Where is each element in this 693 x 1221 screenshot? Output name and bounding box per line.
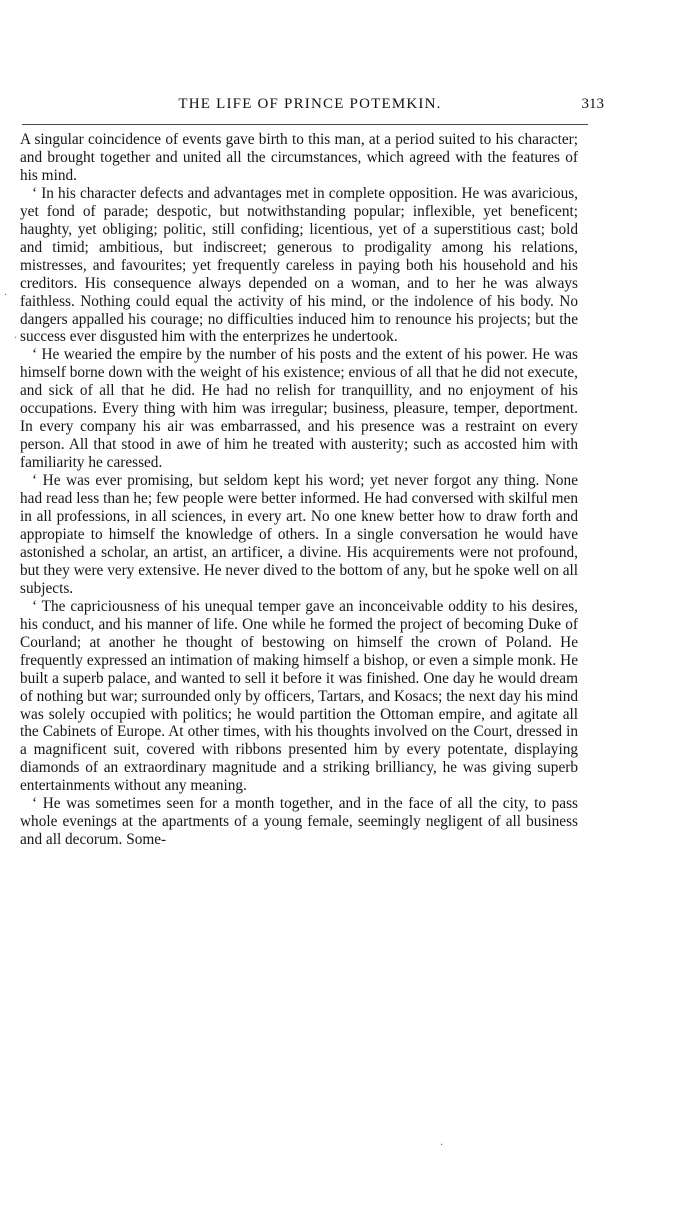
paragraph: ‘ He wearied the empire by the number of his posts and the extent of his power. He was himself borne down with the weight of his existence; envious of all that he did not execute, and sick of all that he did. He had no relish for tranquillity, and no enjoyment of his occupations. Every thing with him was irregular; business, pleasure, temper, deportment. In every company his air was embarrassed, and his presence was a restraint on every person. All that stood in awe of him he treated with austerity; such as accosted him with familiarity he caressed. (20, 346, 578, 472)
page-number: 313 (581, 96, 604, 112)
body-text (20, 131, 578, 849)
running-head: THE LIFE OF PRINCE POTEMKIN. (178, 96, 442, 112)
margin-dot: · (4, 290, 8, 301)
paragraph: A singular coincidence of events gave birth to this man, at a period suited to his character; and brought together and united all the circumstances, which agreed with the features of his mind. (20, 131, 578, 184)
stray-dot: · (440, 1140, 444, 1151)
page-header (20, 96, 604, 118)
paragraph: ‘ In his character defects and advantages met in complete opposition. He was avaricious, yet fond of parade; despotic, but notwithstanding popular; inflexible, yet beneficent; haughty, yet obliging; politic, still confiding; licentious, yet of a superstitious cast; bold and timid; ambitious, but indiscreet; generous to prodigality among his relations, mistresses, and favourites; yet frequently careless in paying both his household and his creditors. His consequence always depended on a woman, and to her he was always faithless. Nothing could equal the activity of his mind, or the indolence of his body. No dangers appalled his courage; no difficulties induced him to renounce his projects; but the success ever disgusted him with the enterprizes he undertook. (20, 184, 578, 346)
paragraph: ‘ He was ever promising, but seldom kept his word; yet never forgot any thing. None had read less than he; few people were better informed. He had conversed with skilful men in all professions, in all sciences, in every art. No one knew better how to draw forth and appropiate to himself the knowledge of others. In a single conversation he would have astonished a scholar, an artist, an artificer, a divine. His acquirements were not profound, but they were very extensive. He never dived to the bottom of any, but he spoke well on all subjects. (20, 472, 578, 597)
paragraph: ‘ The capriciousness of his unequal temper gave an inconceivable oddity to his desires, his conduct, and his manner of life. One while he formed the project of becoming Duke of Courland; at another he thought of bestowing on himself the crown of Poland. He frequently expressed an intimation of making himself a bishop, or even a simple monk. He built a superb palace, and wanted to sell it before it was finished. One day he would dream of nothing but war; surrounded only by officers, Tartars, and Kosacs; the next day his mind was solely occupied with politics; he would partition the Ottoman empire, and agitate all the Cabinets of Europe. At other times, with his thoughts involved on the Court, dressed in a magnificent suit, covered with ribbons presented him by every potentate, displaying diamonds of an extraordinary magnitude and a striking brilliancy, he was giving superb entertainments without any meaning. (20, 597, 578, 795)
header-rule (22, 124, 588, 125)
paragraph: ‘ He was sometimes seen for a month together, and in the face of all the city, to pass whole evenings at the apartments of a young female, seemingly negligent of all business and all decorum. Some- (20, 795, 578, 849)
margin-dot: . (14, 330, 18, 341)
